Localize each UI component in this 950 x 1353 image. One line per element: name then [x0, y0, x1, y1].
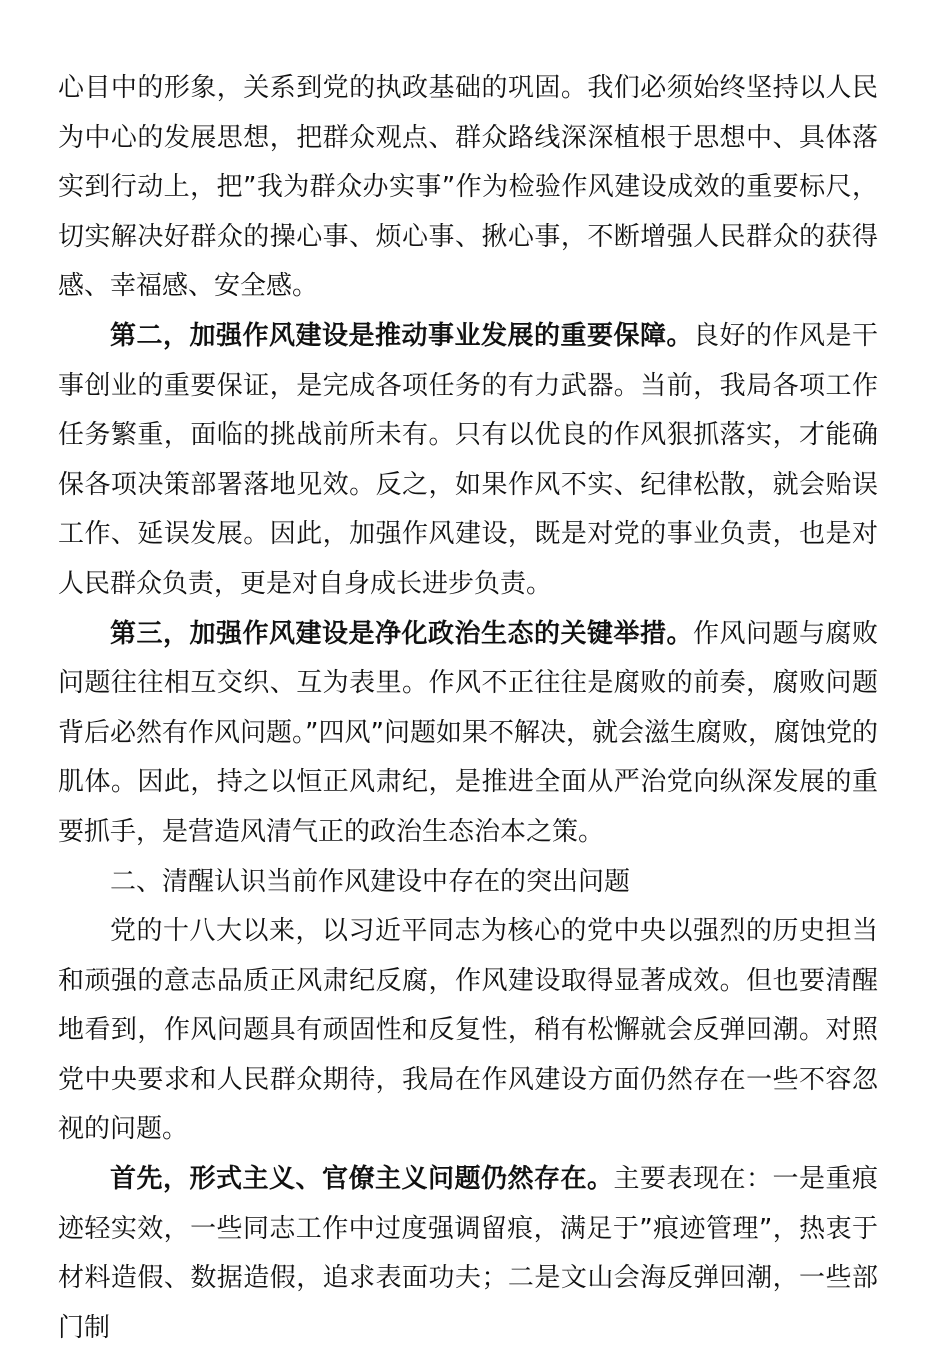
- paragraph-lead: 第三，加强作风建设是净化政治生态的关键举措。: [110, 618, 693, 649]
- paragraph-text: 主要表现在：一是重痕迹轻实效，一些同志工作中过度强调留痕，满足于”痕迹管理”，热衷于材料造假、数据造假，追求表面功夫；二是文山会海反弹回潮，一些部门制: [58, 1164, 878, 1343]
- paragraph-intro: [58, 907, 878, 1155]
- section-heading: [58, 858, 878, 908]
- paragraph-text: 党的十八大以来，以习近平同志为核心的党中央以强烈的历史担当和顽强的意志品质正风肃纪反腐，作风建设取得显著成效。但也要清醒地看到，作风问题具有顽固性和反复性，稍有松懈就会反弹回潮。对照党中央要求和人民群众期待，我局在作风建设方面仍然存在一些不容忽视的问题。: [58, 916, 878, 1145]
- section-heading-text: 二、清醒认识当前作风建设中存在的突出问题: [110, 866, 631, 897]
- paragraph-lead: 第二，加强作风建设是推动事业发展的重要保障。: [110, 320, 693, 351]
- paragraph-lead: 首先，形式主义、官僚主义问题仍然存在。: [110, 1164, 614, 1195]
- paragraph-continuation: [58, 64, 878, 312]
- paragraph-text: 良好的作风是干事创业的重要保证，是完成各项任务的有力武器。当前，我局各项工作任务繁重，面临的挑战前所未有。只有以优良的作风狠抓落实，才能确保各项决策部署落地见效。反之，如果作风不实、纪律松散，就会贻误工作、延误发展。因此，加强作风建设，既是对党的事业负责，也是对人民群众负责，更是对自身成长进步负责。: [58, 320, 878, 599]
- paragraph-text: 作风问题与腐败问题往往相互交织、互为表里。作风不正往往是腐败的前奏，腐败问题背后必然有作风问题。”四风”问题如果不解决，就会滋生腐败，腐蚀党的肌体。因此，持之以恒正风肃纪，是推进全面从严治党向纵深发展的重要抓手，是营造风清气正的政治生态治本之策。: [58, 618, 878, 847]
- paragraph-point-two: [58, 312, 878, 610]
- document-page: [58, 64, 878, 1353]
- paragraph-point-three: [58, 610, 878, 858]
- paragraph-first-issue: [58, 1155, 878, 1353]
- paragraph-text: 心目中的形象，关系到党的执政基础的巩固。我们必须始终坚持以人民为中心的发展思想，把群众观点、群众路线深深植根于思想中、具体落实到行动上，把”我为群众办实事”作为检验作风建设成效的重要标尺，切实解决好群众的操心事、烦心事、揪心事，不断增强人民群众的获得感、幸福感、安全感。: [58, 73, 878, 302]
